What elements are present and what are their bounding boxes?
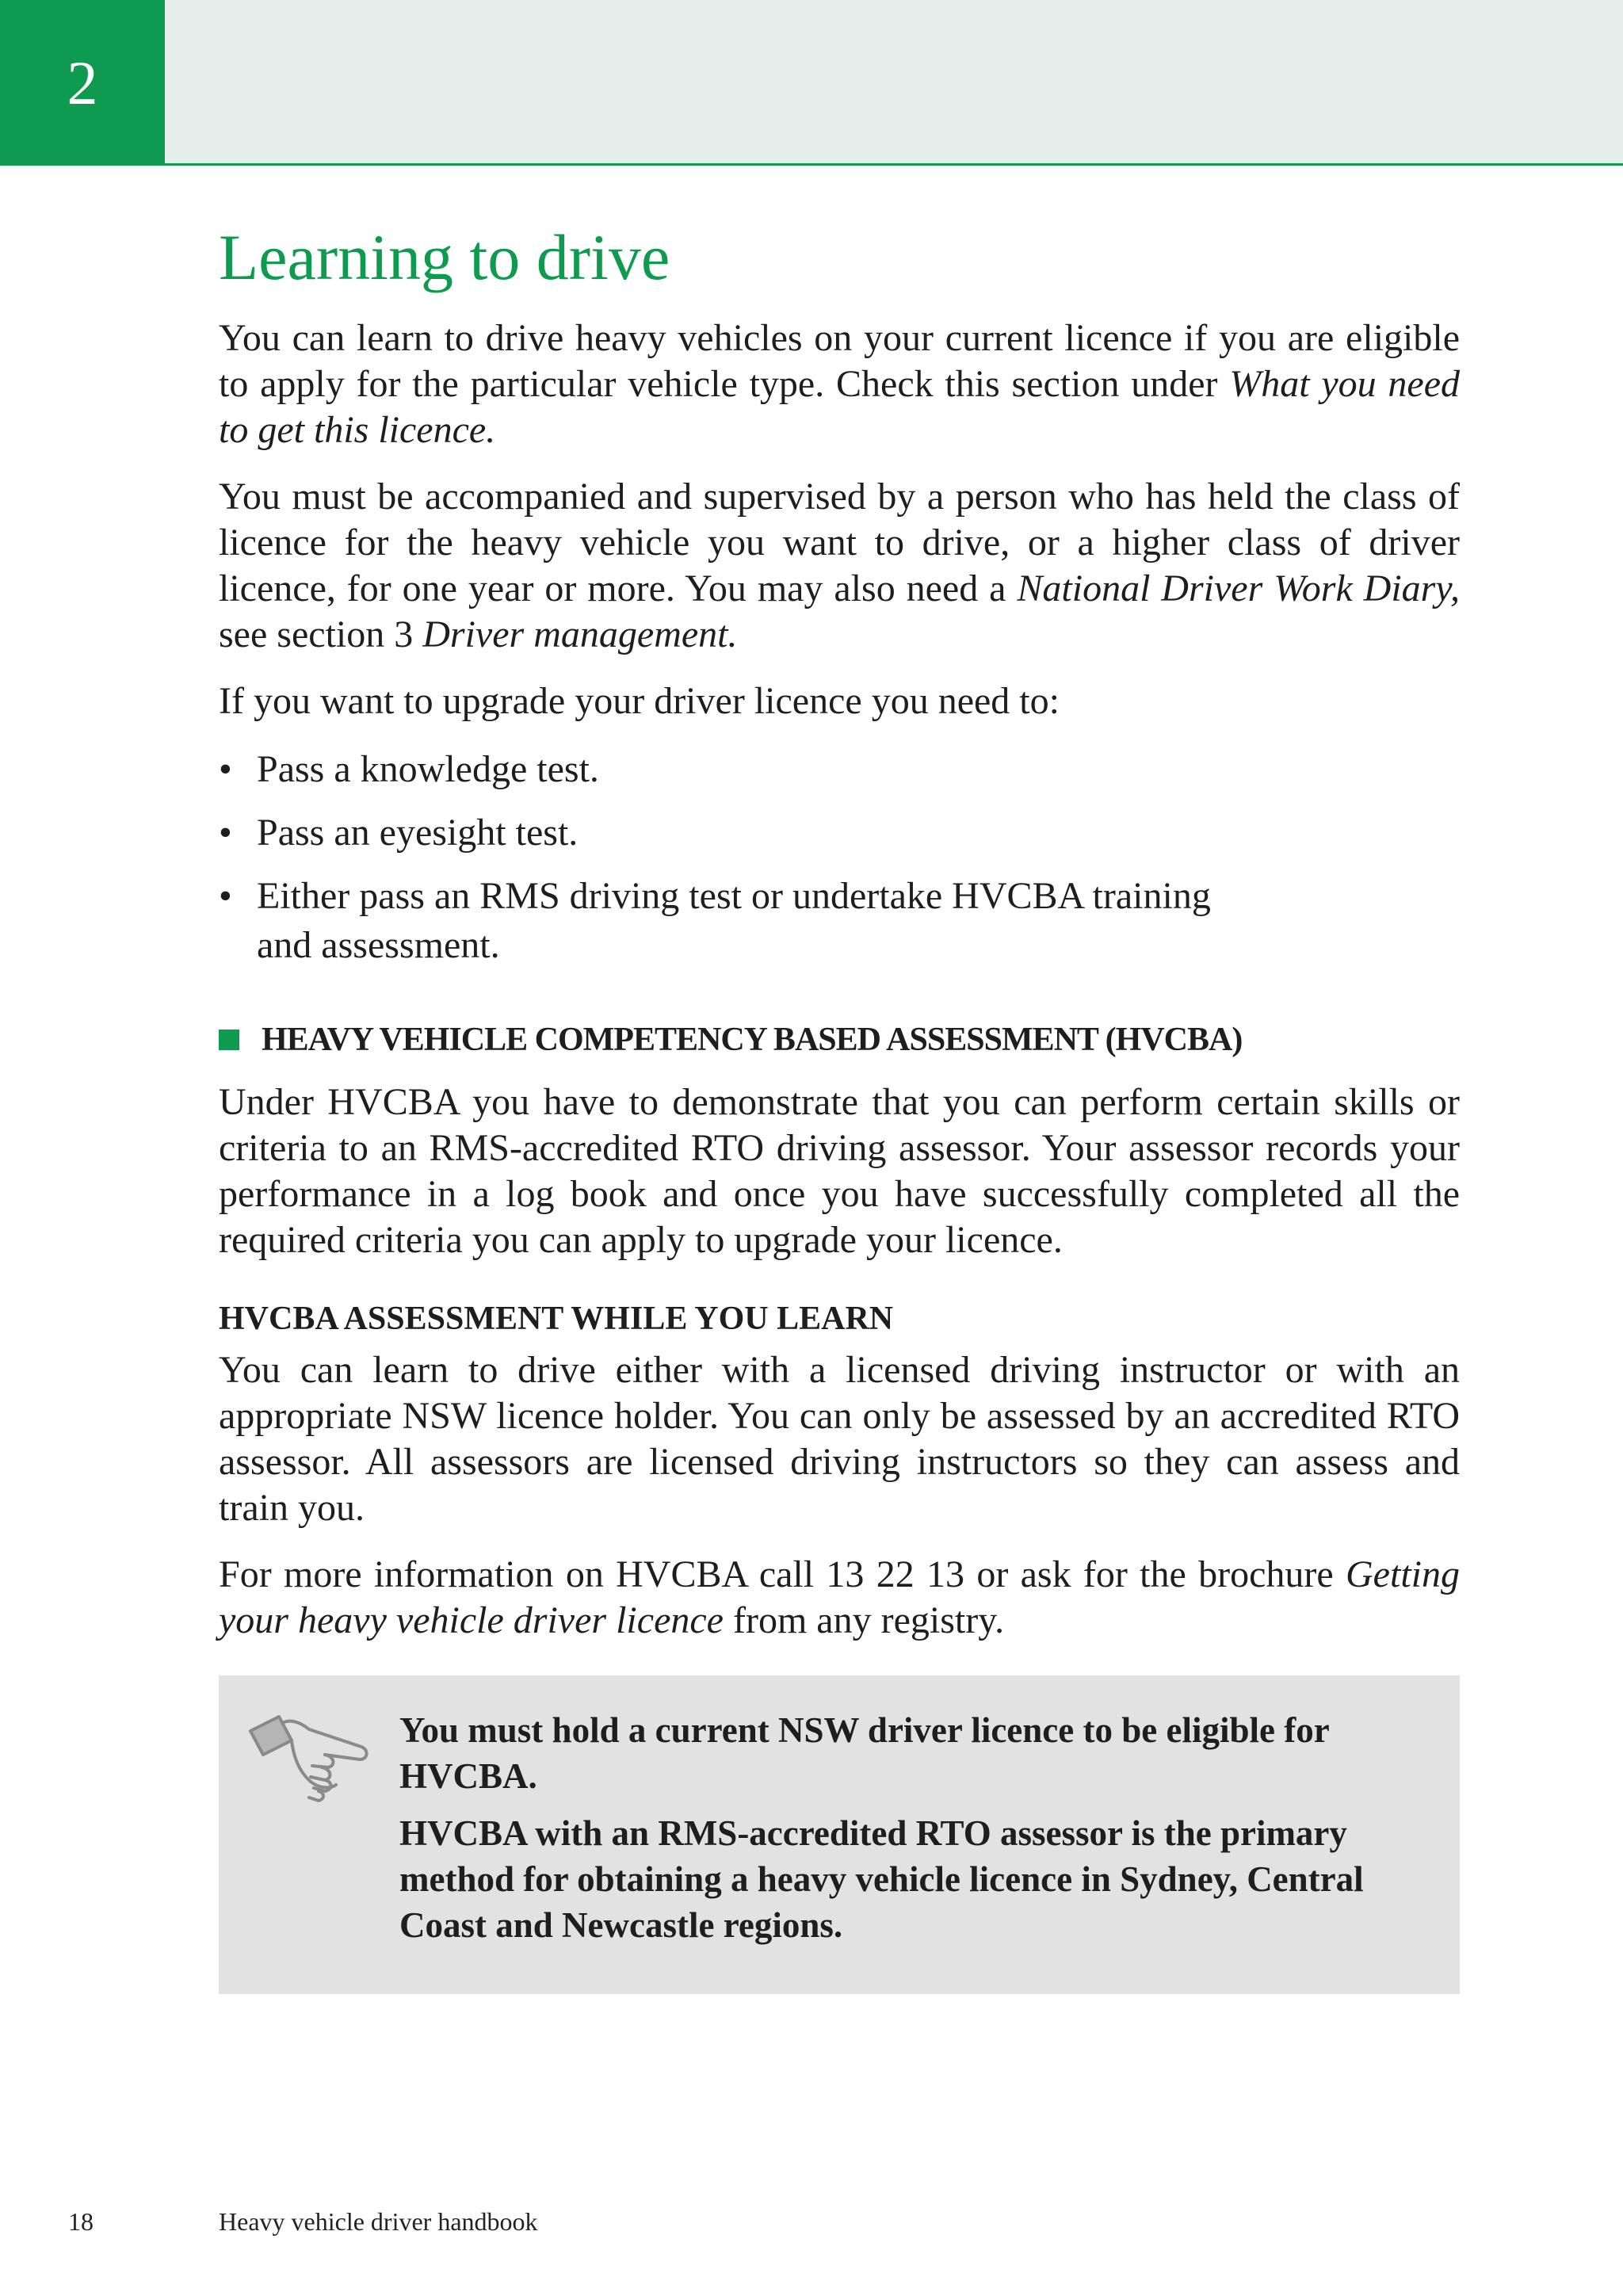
- hvcba-section-heading: [219, 1021, 1460, 1059]
- chapter-number-tab: [0, 0, 165, 166]
- intro-p2-italic-1: National Driver Work Diary,: [1017, 567, 1461, 610]
- note-line-2: HVCBA with an RMS-accredited RTO assessor is the primary method for obtaining a heavy vehicle licence in Sydney, Central Coast and Newcastle regions.: [399, 1813, 1364, 1946]
- intro-p1-text: You can learn to drive heavy vehicles on your current licence if you are eligible to apply for the particular vehicle type. Check this section under: [219, 317, 1460, 406]
- requirements-list: [219, 745, 1460, 970]
- pointing-hand-icon: [242, 1699, 385, 1810]
- hvcba-sub-body: You can learn to drive either with a licensed driving instructor or with an appropriate NSW licence holder. You can only be assessed by an accredited RTO assessor. All assessors are licensed driving instructors so they can assess and train you.: [219, 1349, 1460, 1530]
- page-number: 18: [68, 2207, 94, 2236]
- more-info-text: For more information on HVCBA call 13 22 13 or ask for the brochure: [219, 1553, 1346, 1596]
- intro-paragraph-1: [219, 315, 1460, 453]
- intro-p2-italic-2: Driver management.: [422, 613, 738, 656]
- more-info-end: from any registry.: [723, 1599, 1005, 1642]
- hvcba-body: Under HVCBA you have to demonstrate that you can perform certain skills or criteria to an RMS-accredited RTO driving assessor. Your assessor records your performance in a log book and once you have successfully completed all the required criteria you can apply to upgrade your licence.: [219, 1081, 1460, 1262]
- brochure-title: Getting your heavy vehicle driver licence: [219, 1553, 1460, 1642]
- page-content: [219, 222, 1460, 1994]
- hvcba-sub-heading: HVCBA ASSESSMENT WHILE YOU LEARN: [219, 1301, 894, 1338]
- intro-p1-italic: What you need to get this licence.: [219, 363, 1460, 452]
- hvcba-heading-text: HEAVY VEHICLE COMPETENCY BASED ASSESSMENT (HVCBA): [262, 1022, 1243, 1059]
- green-square-bullet-icon: [219, 1030, 239, 1050]
- list-item: • Either pass an RMS driving test or undertake HVCBA training and assessment.: [219, 872, 1224, 970]
- page-title: Learning to drive: [219, 221, 670, 293]
- footer-title: Heavy vehicle driver handbook: [219, 2207, 538, 2236]
- list-item: • Pass an eyesight test.: [219, 808, 1460, 858]
- header-band: [0, 0, 1623, 166]
- chapter-number: 2: [67, 48, 98, 117]
- intro-paragraph-3: If you want to upgrade your driver licence you need to:: [219, 680, 1060, 723]
- hvcba-more-info: [219, 1552, 1460, 1644]
- intro-paragraph-2: [219, 474, 1460, 658]
- intro-p2-text-2: see section 3: [219, 613, 423, 656]
- intro-p2-text: You must be accompanied and supervised by a person who has held the class of licence for the heavy vehicle you want to drive, or a higher class of driver licence, for one year or more. You may also need a: [219, 476, 1460, 610]
- note-line-1: You must hold a current NSW driver licence to be eligible for HVCBA.: [399, 1710, 1329, 1797]
- note-box: [219, 1675, 1460, 1994]
- list-item: • Pass a knowledge test.: [219, 745, 1460, 794]
